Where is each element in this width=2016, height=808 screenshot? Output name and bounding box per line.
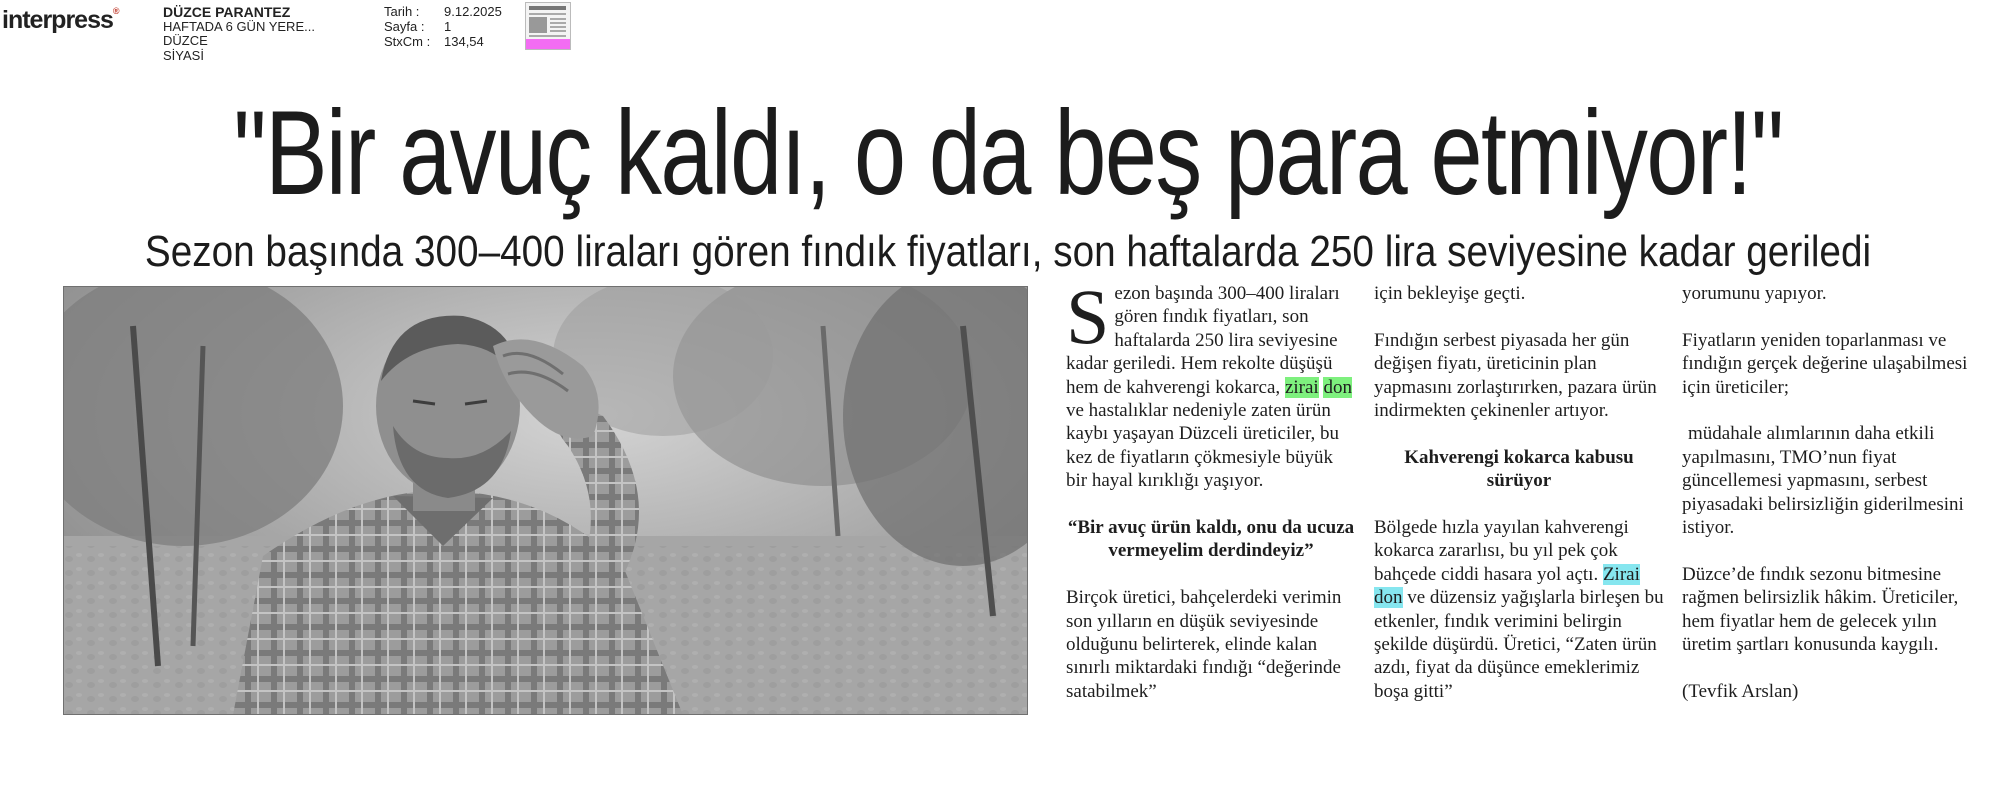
page-thumbnail[interactable] — [525, 2, 571, 50]
text-segment: ve hastalıklar nedeniyle zaten ürün kaybı yaşayan Düzceli üreticiler, bu kez de fiyatların çökmesiyle büyük bir hayal kırıklığı yaşıyor. — [1066, 400, 1340, 492]
article-paragraph — [1374, 516, 1664, 703]
publication-frequency: HAFTADA 6 GÜN YERE... — [163, 18, 315, 34]
meta-date-row — [384, 4, 502, 19]
thumbnail-photo — [529, 17, 547, 33]
meta-page-value: 1 — [444, 19, 452, 34]
meta-page-label: Sayfa : — [384, 19, 425, 34]
interpress-logo — [2, 6, 119, 35]
publication-name: DÜZCE PARANTEZ — [163, 4, 291, 20]
drop-cap: S — [1066, 273, 1110, 360]
man-in-hazelnut-orchard-photo — [63, 286, 1028, 715]
article-paragraph: için bekleyişe geçti. — [1374, 283, 1526, 304]
thumbnail-masthead — [529, 6, 566, 10]
article-paragraph: Fiyatların yeniden toparlanması ve fındığın gerçek değerine ulaşabilmesi için üreticiler; — [1682, 329, 1968, 398]
meta-stxcm-row — [384, 34, 502, 49]
article-paragraph — [1066, 273, 1356, 493]
clipping-meta — [384, 4, 502, 49]
highlighted-keyword: zirai — [1284, 376, 1319, 398]
article-paragraph: yorumunu yapıyor. — [1682, 283, 1827, 304]
article-column-1 — [1066, 273, 1356, 727]
meta-stxcm-value: 134,54 — [444, 34, 484, 49]
thumbnail-line — [550, 26, 566, 28]
article-byline: (Tevfik Arslan) — [1682, 680, 1799, 702]
article-photo — [63, 286, 1028, 715]
article-headline: "Bir avuç kaldı, o da beş para etmiyor!" — [233, 86, 1783, 220]
publication-info — [163, 5, 315, 63]
article-paragraph: Birçok üretici, bahçelerdeki verimin son yılların en düşük seviyesinde olduğunu belirterek, elinde kalan sınırlı miktardaki fındığı “değerinde satabilmek” — [1066, 587, 1342, 702]
thumbnail-line — [550, 22, 566, 24]
thumbnail-line — [529, 35, 566, 37]
article-column-2 — [1374, 282, 1664, 727]
logo-text: interpress — [2, 6, 113, 34]
article-column-3 — [1682, 282, 1982, 727]
publication-city: DÜZCE — [163, 33, 208, 48]
thumbnail-line — [550, 18, 566, 20]
article-paragraph: müdahale alımlarının daha etkili yapılmasını, TMO’nun fiyat güncellemesi yapmasını, serbest piyasadaki belirsizliğin giderilmesini istiyor. — [1682, 423, 1964, 539]
text-segment: ve düzensiz yağışlarla birleşen bu etkenler, fındık verimini belirgin şekilde düşürdü. Üretici, “Zaten ürün azdı, fiyat da düşünce emeklerimiz boşa gitti” — [1374, 587, 1664, 702]
article-subheading: “Bir avuç ürün kaldı, onu da ucuza vermeyelim derdindeyiz” — [1067, 517, 1355, 562]
highlighted-keyword: Zirai — [1602, 563, 1640, 585]
thumbnail-article-highlight — [526, 39, 570, 49]
meta-date-value: 9.12.2025 — [444, 4, 502, 19]
meta-date-label: Tarih : — [384, 4, 420, 19]
text-segment: Bölgede hızla yayılan kahverengi kokarca zararlısı, bu yıl pek çok bahçede ciddi hasara yol açtı. — [1374, 517, 1629, 585]
thumbnail-line — [550, 30, 566, 32]
text-segment: ezon başında 300–400 liraları gören fındık fiyatları, son haftalarda 250 lira seviyesine kadar geriledi. Hem rekolte düşüşü hem de kahverengi kokarca, — [1066, 283, 1340, 398]
thumbnail-line — [529, 13, 566, 15]
article-paragraph: Fındığın serbest piyasada her gün değişen fiyatı, üreticinin plan yapmasını zorlaştırırken, pazara ürün indirmekten çekinenler artıyor. — [1374, 329, 1657, 422]
article-subheading: Kahverengi kokarca kabusu sürüyor — [1404, 446, 1634, 492]
highlighted-keyword: don — [1374, 587, 1403, 609]
publication-category: SİYASİ — [163, 47, 204, 63]
highlighted-keyword: don — [1323, 376, 1352, 398]
article-subheadline: Sezon başında 300–400 liraları gören fındık fiyatları, son haftalarda 250 lira seviyesine kadar geriledi — [144, 227, 1872, 276]
logo-registered-mark: ® — [112, 6, 119, 16]
meta-page-row — [384, 19, 502, 34]
article-paragraph: Düzce’de fındık sezonu bitmesine rağmen belirsizlik hâkim. Üreticiler, hem fiyatlar hem de gelecek yılın üretim şartları konusunda kaygılı. — [1682, 563, 1959, 656]
meta-stxcm-label: StxCm : — [384, 34, 431, 49]
